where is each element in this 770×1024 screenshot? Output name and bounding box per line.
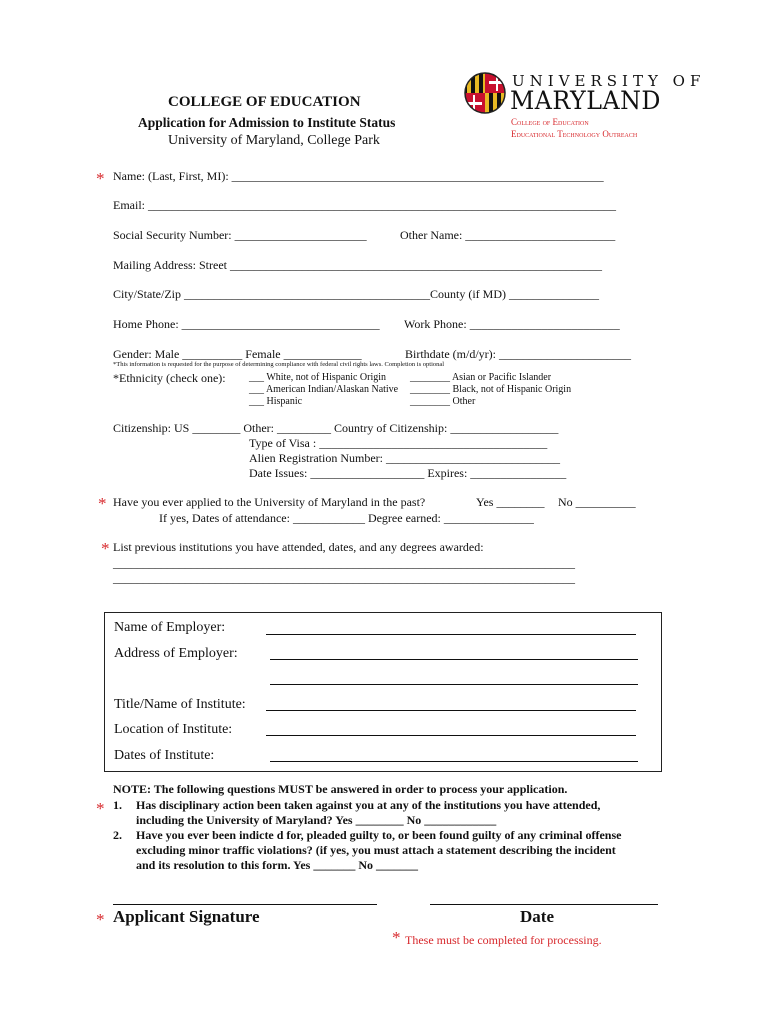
form-subtitle: Application for Admission to Institute Status (138, 115, 396, 130)
logo-dept-outreach: Educational Technology Outreach (511, 129, 638, 139)
ethnicity-hispanic-option[interactable]: ___ Hispanic (249, 396, 303, 407)
email-field[interactable]: Email: ______________________________________________________________________________ (113, 198, 616, 212)
college-title: COLLEGE OF EDUCATION (168, 94, 361, 110)
required-note: These must be completed for processing. (405, 933, 602, 947)
birthdate-field[interactable]: Birthdate (m/d/yr): ______________________ (405, 347, 631, 361)
required-asterisk: * (96, 169, 105, 188)
employer-name-input[interactable] (266, 634, 636, 635)
maryland-flag-logo (463, 72, 507, 114)
ethnicity-other-option[interactable]: ________ Other (410, 396, 476, 407)
signature-label: Applicant Signature (113, 907, 260, 926)
question-number: 2. (113, 828, 122, 842)
required-asterisk: * (101, 539, 110, 558)
required-asterisk: * (96, 799, 105, 818)
campus-name: University of Maryland, College Park (168, 133, 380, 148)
employer-address-label: Address of Employer: (114, 646, 238, 661)
citizenship-field[interactable]: Citizenship: US ________ Other: _________ Country of Citizenship: __________________ (113, 421, 559, 435)
institute-title-label: Title/Name of Institute: (114, 697, 246, 712)
note-text: NOTE: The following questions MUST be answered in order to process your application. (113, 782, 568, 796)
institutions-line[interactable]: _____________________________________________________________________________ (113, 571, 575, 585)
institute-title-input[interactable] (266, 710, 636, 711)
home-phone-field[interactable]: Home Phone: _________________________________ (113, 317, 380, 331)
work-phone-field[interactable]: Work Phone: _________________________ (404, 317, 620, 331)
ethnicity-black-option[interactable]: ________ Black, not of Hispanic Origin (410, 384, 572, 395)
date-line[interactable] (430, 904, 658, 905)
institutions-line[interactable]: _____________________________________________________________________________ (113, 556, 575, 570)
institute-location-label: Location of Institute: (114, 722, 233, 737)
employer-address-input[interactable] (270, 684, 638, 685)
disciplinary-answer-field[interactable]: including the University of Maryland? Yes ________ No ____________ (136, 813, 497, 827)
institute-dates-input[interactable] (270, 761, 638, 762)
criminal-question: Have you ever been indicte d for, pleaded guilty to, or been found guilty of any criminal offense (136, 828, 622, 842)
city-state-zip-field[interactable]: City/State/Zip _________________________________________County (if MD) _______________ (113, 287, 599, 301)
institute-dates-label: Dates of Institute: (114, 748, 215, 763)
ethnicity-indian-option[interactable]: ___ American Indian/Alaskan Native (249, 384, 399, 395)
criminal-answer-field[interactable]: and its resolution to this form. Yes _______ No _______ (136, 858, 419, 872)
logo-maryland-text: MARYLAND (510, 86, 661, 115)
required-asterisk: * (98, 494, 107, 513)
other-name-field[interactable]: Other Name: _________________________ (400, 228, 616, 242)
civil-rights-note: *This information is requested for the purpose of determining compliance with federal civil rights laws. Completion is optional (113, 361, 445, 368)
applied-yes-field[interactable]: Yes ________ (476, 495, 545, 509)
employer-name-label: Name of Employer: (114, 620, 226, 635)
ssn-field[interactable]: Social Security Number: ______________________ (113, 228, 367, 242)
date-label: Date (520, 907, 554, 926)
institute-location-input[interactable] (266, 735, 636, 736)
criminal-question-cont: excluding minor traffic violations? (if yes, you must attach a statement describing the incident (136, 843, 616, 857)
signature-line[interactable] (113, 904, 377, 905)
question-number: 1. (113, 798, 122, 812)
logo-dept-college: College of Education (511, 117, 589, 127)
date-issues-field[interactable]: Date Issues: ___________________ Expires: ________________ (249, 466, 567, 480)
name-field[interactable]: Name: (Last, First, MI): ______________________________________________________________ (113, 169, 604, 183)
employer-address-input[interactable] (270, 659, 638, 660)
required-asterisk: * (96, 910, 105, 929)
applied-no-field[interactable]: No __________ (558, 495, 636, 509)
ethnicity-asian-option[interactable]: ________ Asian or Pacific Islander (410, 372, 552, 383)
visa-type-field[interactable]: Type of Visa : ______________________________________ (249, 436, 548, 450)
attendance-field[interactable]: If yes, Dates of attendance: ____________ Degree earned: _______________ (159, 511, 534, 525)
disciplinary-question: Has disciplinary action been taken against you at any of the institutions you have attended, (136, 798, 601, 812)
ethnicity-white-option[interactable]: ___ White, not of Hispanic Origin (249, 372, 387, 383)
mailing-address-field[interactable]: Mailing Address: Street ______________________________________________________________ (113, 258, 602, 272)
alien-registration-field[interactable]: Alien Registration Number: _____________________________ (249, 451, 560, 465)
logo-university-text: UNIVERSITY OF (512, 72, 706, 90)
applied-before-question: Have you ever applied to the University of Maryland in the past? (113, 495, 426, 509)
ethnicity-label: *Ethnicity (check one): (113, 371, 226, 385)
gender-field[interactable]: Gender: Male __________ Female _____________ (113, 347, 362, 361)
institutions-question: List previous institutions you have attended, dates, and any degrees awarded: (113, 540, 484, 554)
required-asterisk: * (392, 928, 401, 947)
